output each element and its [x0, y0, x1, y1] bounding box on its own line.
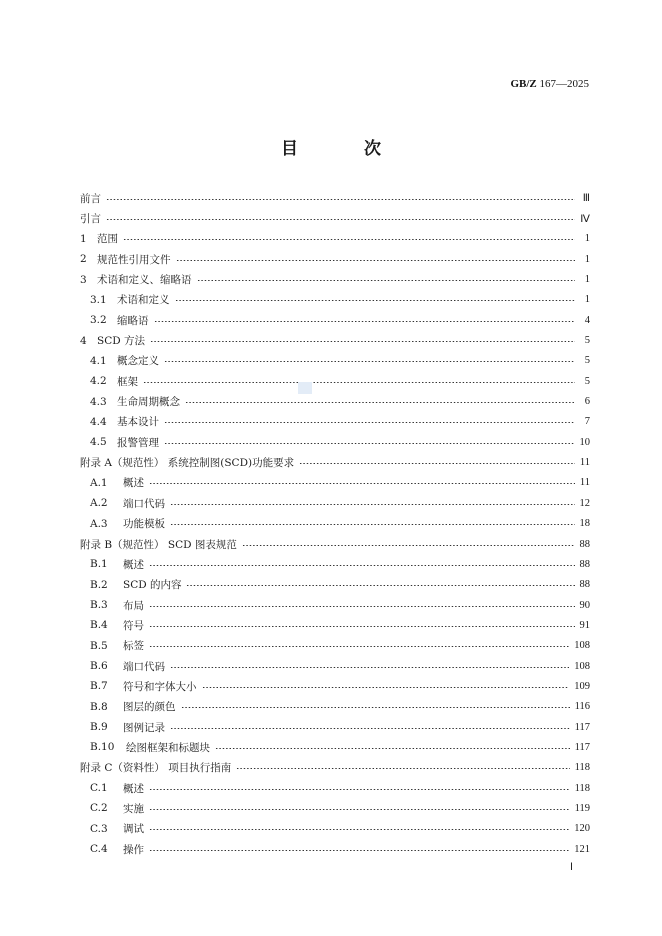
toc-entry-label: 概述	[123, 477, 144, 490]
dot-leader	[186, 585, 574, 586]
toc-entry-label: 图例记录	[123, 721, 165, 734]
toc-entry-page: 117	[574, 721, 590, 733]
toc-entry[interactable]	[80, 676, 590, 696]
toc-entry[interactable]	[80, 432, 590, 452]
toc-entry[interactable]	[80, 839, 590, 859]
toc-entry-number: A.2	[90, 497, 108, 510]
watermark-mark	[298, 382, 312, 394]
dot-leader	[106, 199, 575, 200]
toc-entry-page: 1	[584, 233, 590, 245]
toc-entry[interactable]	[80, 391, 590, 411]
toc-entry-label: 实施	[123, 802, 144, 815]
dot-leader	[164, 422, 575, 423]
toc-entry-page: 1	[584, 253, 590, 265]
toc-entry[interactable]	[80, 636, 590, 656]
toc-entry-label: 符号	[123, 619, 144, 632]
toc-entry-number: B.10	[90, 741, 115, 754]
dot-leader	[170, 667, 569, 668]
toc-entry[interactable]	[80, 452, 590, 472]
toc-entry[interactable]	[80, 697, 590, 717]
toc-entry-label: 绘图框架和标题块	[126, 741, 210, 754]
toc-entry-number: B.7	[90, 680, 108, 693]
dot-leader	[149, 829, 569, 830]
toc-entry-page: 88	[579, 558, 590, 570]
toc-entry-page: 90	[579, 599, 590, 611]
dot-leader	[149, 483, 575, 484]
toc-entry-label: 术语和定义	[117, 294, 170, 307]
dot-leader	[170, 728, 570, 729]
toc-entry[interactable]	[80, 615, 590, 635]
toc-entry-number: B.2	[90, 578, 108, 591]
toc-entry-label: 端口代码	[123, 660, 165, 673]
dot-leader	[164, 443, 575, 444]
dot-leader	[176, 260, 576, 261]
toc-entry-page: 116	[574, 701, 590, 713]
standard-code-prefix: GB/Z	[510, 78, 537, 90]
toc-entry-number: B.4	[90, 619, 108, 632]
toc-entry-number: C.3	[90, 822, 108, 835]
toc-entry[interactable]	[80, 737, 590, 757]
toc-entry[interactable]	[80, 229, 590, 249]
toc-entry-label: 操作	[123, 843, 144, 856]
toc-entry[interactable]	[80, 595, 590, 615]
toc-entry-label: 附录 C（资料性） 项目执行指南	[80, 762, 232, 775]
page-number: Ⅰ	[570, 862, 573, 873]
toc-entry[interactable]	[80, 758, 590, 778]
toc-entry-number: A.3	[90, 517, 108, 530]
table-of-contents	[80, 188, 590, 859]
toc-entry-page: 118	[574, 762, 590, 774]
toc-entry-label: 概述	[123, 782, 144, 795]
toc-entry-number: 4.2	[90, 375, 107, 388]
dot-leader	[185, 402, 575, 403]
dot-leader	[149, 626, 575, 627]
dot-leader	[236, 768, 569, 769]
toc-entry-page: 91	[579, 619, 590, 631]
toc-entry[interactable]	[80, 493, 590, 513]
toc-entry-page: 109	[574, 680, 590, 692]
dot-leader	[154, 321, 576, 322]
dot-leader	[123, 239, 575, 240]
toc-entry-page: 1	[584, 294, 590, 306]
toc-entry-label: 图层的颜色	[123, 701, 176, 714]
dot-leader	[242, 545, 575, 546]
toc-entry-label: 调试	[123, 823, 144, 836]
dot-leader	[150, 341, 575, 342]
toc-entry-page: 88	[579, 579, 590, 591]
toc-entry-number: 3	[80, 273, 87, 286]
toc-entry[interactable]	[80, 188, 590, 208]
toc-entry-label: 生命周期概念	[117, 396, 180, 409]
toc-entry[interactable]	[80, 575, 590, 595]
toc-entry-number: 4.3	[90, 395, 107, 408]
toc-entry-label: 符号和字体大小	[123, 680, 197, 693]
toc-entry-number: 2	[80, 253, 87, 266]
toc-entry-page: 1	[584, 274, 590, 286]
toc-entry-label: 基本设计	[117, 416, 159, 429]
toc-entry-label: 缩略语	[117, 314, 149, 327]
toc-entry-page: 4	[584, 314, 590, 326]
toc-entry-page: 119	[574, 802, 590, 814]
toc-entry-label: 报警管理	[117, 436, 159, 449]
toc-entry-page: 11	[579, 457, 590, 469]
toc-entry[interactable]	[80, 290, 590, 310]
toc-entry-number: A.1	[90, 476, 108, 489]
toc-entry[interactable]	[80, 351, 590, 371]
toc-entry-label: 范围	[97, 233, 118, 246]
toc-entry[interactable]	[80, 412, 590, 432]
toc-entry-page: 12	[579, 497, 590, 509]
toc-entry-label: 术语和定义、缩略语	[97, 274, 192, 287]
toc-entry-label: 规范性引用文件	[97, 253, 171, 266]
dot-leader	[299, 463, 575, 464]
toc-entry-page: 108	[574, 640, 590, 652]
toc-entry[interactable]	[80, 778, 590, 798]
toc-entry-label: 附录 A（规范性） 系统控制图(SCD)功能要求	[80, 457, 295, 470]
toc-entry[interactable]	[80, 819, 590, 839]
toc-entry[interactable]	[80, 717, 590, 737]
toc-entry-number: C.1	[90, 782, 108, 795]
toc-entry-label: 标签	[123, 640, 144, 653]
toc-entry-number: B.8	[90, 700, 108, 713]
toc-entry[interactable]	[80, 330, 590, 350]
toc-entry-page: 10	[579, 436, 590, 448]
toc-entry-page: 108	[574, 660, 590, 672]
standard-code-number: 167—2025	[539, 78, 589, 90]
toc-entry-label: 前言	[80, 192, 101, 205]
toc-entry-number: 4.5	[90, 436, 107, 449]
toc-entry-number: B.1	[90, 558, 108, 571]
toc-entry-page: Ⅳ	[580, 213, 590, 225]
toc-entry-number: 4.4	[90, 415, 107, 428]
toc-entry-number: 3.1	[90, 293, 107, 306]
toc-entry[interactable]	[80, 798, 590, 818]
dot-leader	[143, 382, 575, 383]
toc-entry-number: B.6	[90, 660, 108, 673]
toc-entry[interactable]	[80, 371, 590, 391]
dot-leader	[170, 524, 575, 525]
toc-entry-number: 1	[80, 232, 87, 245]
toc-entry-page: 117	[574, 741, 590, 753]
dot-leader	[149, 646, 569, 647]
dot-leader	[175, 300, 576, 301]
toc-entry-page: 118	[574, 782, 590, 794]
toc-entry-label: 概念定义	[117, 355, 159, 368]
toc-entry[interactable]	[80, 310, 590, 330]
toc-entry[interactable]	[80, 249, 590, 269]
toc-entry-number: B.3	[90, 599, 108, 612]
toc-entry[interactable]	[80, 269, 590, 289]
page-title: 目 次	[281, 139, 411, 159]
toc-entry-label: 功能模板	[123, 518, 165, 531]
toc-entry-page: 88	[579, 538, 590, 550]
toc-entry-page: 6	[584, 396, 590, 408]
standard-code	[510, 78, 589, 90]
toc-entry-label: 框架	[117, 375, 138, 388]
toc-entry-number: 4	[80, 334, 87, 347]
toc-entry-page: Ⅲ	[582, 193, 590, 205]
toc-entry[interactable]	[80, 554, 590, 574]
dot-leader	[149, 789, 570, 790]
toc-entry[interactable]	[80, 656, 590, 676]
toc-entry-number: B.9	[90, 721, 108, 734]
toc-entry-label: 端口代码	[123, 497, 165, 510]
toc-entry-label: 附录 B（规范性） SCD 图表规范	[80, 538, 237, 551]
dot-leader	[149, 606, 575, 607]
dot-leader	[106, 219, 575, 220]
toc-entry-number: C.4	[90, 843, 108, 856]
dot-leader	[149, 565, 575, 566]
toc-entry[interactable]	[80, 473, 590, 493]
toc-entry[interactable]	[80, 514, 590, 534]
toc-entry-page: 5	[584, 375, 590, 387]
dot-leader	[164, 361, 575, 362]
toc-entry-number: 4.1	[90, 354, 107, 367]
dot-leader	[149, 850, 569, 851]
toc-entry-page: 5	[584, 335, 590, 347]
toc-entry-page: 11	[579, 477, 590, 489]
toc-entry-label: SCD 的内容	[123, 579, 182, 592]
dot-leader	[202, 687, 570, 688]
dot-leader	[215, 748, 570, 749]
toc-entry-number: B.5	[90, 639, 108, 652]
dot-leader	[170, 504, 575, 505]
toc-entry-number: C.2	[90, 802, 108, 815]
toc-entry-page: 120	[574, 823, 590, 835]
toc-entry-page: 18	[579, 518, 590, 530]
toc-entry-label: 引言	[80, 213, 101, 226]
toc-entry-label: 概述	[123, 558, 144, 571]
toc-entry-page: 121	[574, 843, 590, 855]
toc-entry-page: 5	[584, 355, 590, 367]
dot-leader	[181, 707, 570, 708]
toc-entry-page: 7	[584, 416, 590, 428]
toc-entry[interactable]	[80, 534, 590, 554]
toc-entry-number: 3.2	[90, 314, 107, 327]
dot-leader	[197, 280, 576, 281]
toc-entry[interactable]	[80, 208, 590, 228]
toc-entry-label: SCD 方法	[97, 335, 145, 348]
toc-entry-label: 布局	[123, 599, 144, 612]
dot-leader	[149, 809, 570, 810]
